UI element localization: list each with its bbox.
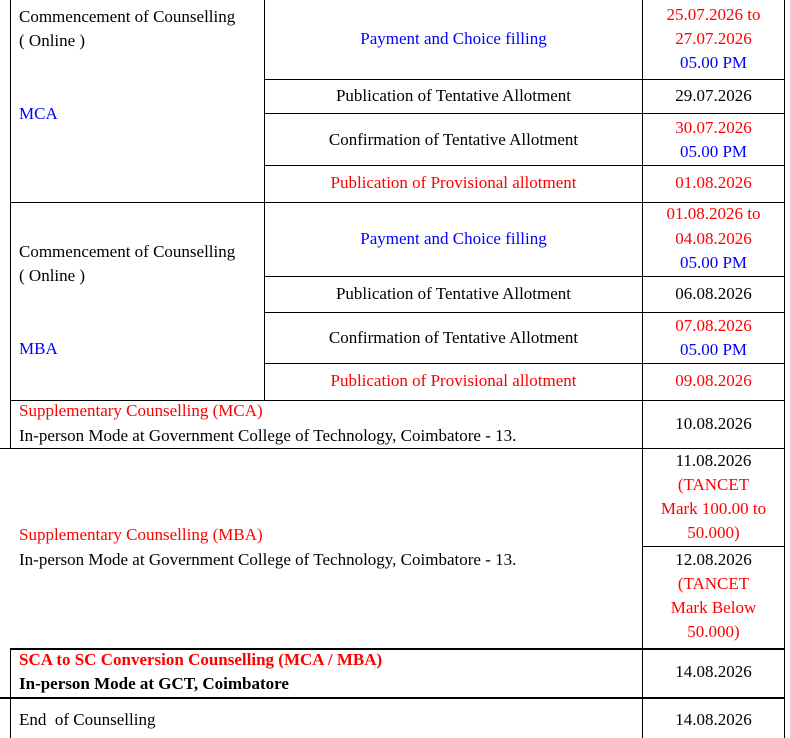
conversion-mode: In-person Mode at GCT, Coimbatore: [19, 674, 289, 693]
mca-date-payment-time: 05.00 PM: [679, 53, 748, 72]
mca-date-provisional: 01.08.2026: [675, 173, 752, 192]
mba-date-confirmation-time: 05.00 PM: [679, 340, 748, 359]
supp-mca-date: 10.08.2026: [675, 414, 752, 433]
table-border-right: [784, 0, 785, 738]
block-divider: [0, 697, 785, 699]
supp-mba-date1-note: 50.000): [687, 523, 740, 542]
mca-event-payment: Payment and Choice filling: [360, 29, 547, 48]
row-divider: [264, 79, 785, 80]
end-date: 14.08.2026: [675, 710, 752, 729]
supp-mca-title: Supplementary Counselling (MCA): [19, 401, 263, 420]
mba-stage-line1: Commencement of Counselling: [19, 242, 236, 261]
table-border-left-bottom: [10, 650, 11, 738]
supp-mba-date2: 12.08.2026: [675, 550, 752, 569]
supp-mca-mode: In-person Mode at Government College of Technology, Coimbatore - 13.: [19, 426, 517, 445]
row-divider: [264, 363, 785, 364]
table-border-left-top: [10, 0, 11, 448]
mba-event-confirmation: Confirmation of Tentative Allotment: [328, 328, 579, 347]
end-label: End of Counselling: [19, 710, 156, 729]
mba-event-tentative: Publication of Tentative Allotment: [335, 284, 572, 303]
conversion-date: 14.08.2026: [675, 662, 752, 681]
mca-course-label: MCA: [19, 104, 58, 123]
mba-date-confirmation: 07.08.2026: [675, 316, 752, 335]
mba-event-provisional: Publication of Provisional allotment: [330, 371, 577, 390]
mba-date-payment-time: 05.00 PM: [679, 253, 748, 272]
mca-date-confirmation-time: 05.00 PM: [679, 142, 748, 161]
mca-stage-line2: ( Online ): [19, 31, 86, 50]
supp-mba-date2-note: (TANCET: [677, 574, 750, 593]
conversion-title: SCA to SC Conversion Counselling (MCA / MBA): [19, 650, 383, 669]
mca-date-confirmation: 30.07.2026: [675, 118, 752, 137]
row-divider: [264, 312, 785, 313]
supp-mba-date2-note: 50.000): [687, 622, 740, 641]
mba-date-provisional: 09.08.2026: [675, 371, 752, 390]
mca-event-confirmation: Confirmation of Tentative Allotment: [328, 130, 579, 149]
mba-stage-line2: ( Online ): [19, 266, 86, 285]
supp-mba-title: Supplementary Counselling (MBA): [19, 525, 263, 544]
mca-date-tentative: 29.07.2026: [675, 86, 752, 105]
mca-event-tentative: Publication of Tentative Allotment: [335, 86, 572, 105]
mba-date-payment-end: 04.08.2026: [675, 229, 752, 248]
mca-date-payment-start: 25.07.2026 to: [666, 5, 761, 24]
row-divider: [264, 276, 785, 277]
supp-mba-mode: In-person Mode at Government College of Technology, Coimbatore - 13.: [19, 550, 517, 569]
row-divider: [264, 165, 785, 166]
mba-date-tentative: 06.08.2026: [675, 284, 752, 303]
mba-course-label: MBA: [19, 339, 58, 358]
mba-event-payment: Payment and Choice filling: [360, 229, 547, 248]
row-divider: [642, 546, 785, 547]
supp-mba-date1: 11.08.2026: [675, 451, 752, 470]
supp-mba-date1-note: Mark 100.00 to: [660, 499, 767, 518]
mba-date-payment-start: 01.08.2026 to: [666, 204, 761, 223]
supp-mba-date1-note: (TANCET: [677, 475, 750, 494]
supp-mba-date2-note: Mark Below: [670, 598, 757, 617]
mca-event-provisional: Publication of Provisional allotment: [330, 173, 577, 192]
mca-stage-line1: Commencement of Counselling: [19, 7, 236, 26]
mca-date-payment-end: 27.07.2026: [675, 29, 752, 48]
row-divider: [264, 113, 785, 114]
